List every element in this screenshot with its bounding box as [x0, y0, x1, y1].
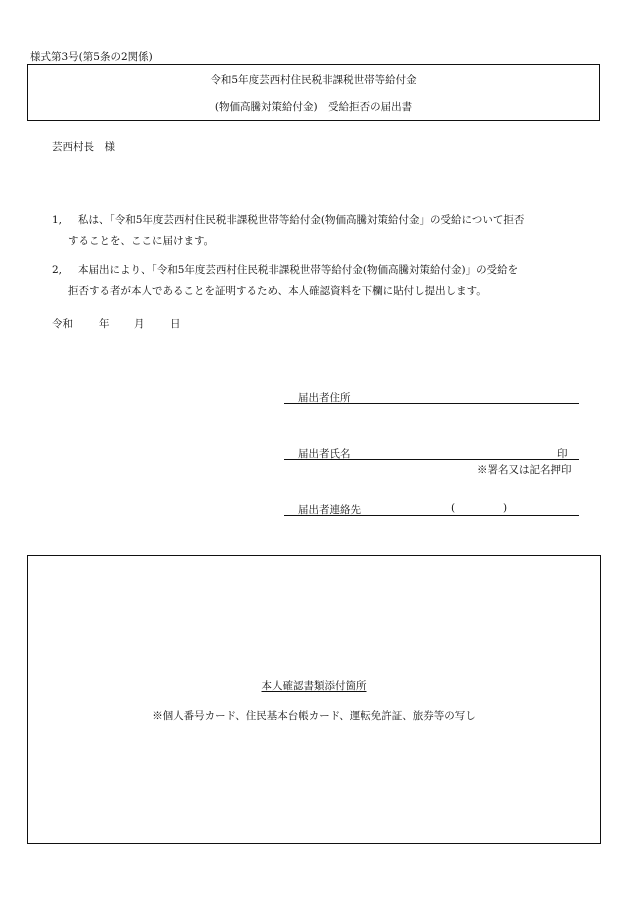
attachment-box: [27, 555, 601, 844]
seal-mark: 印: [557, 448, 568, 460]
contact-paren-close: ): [503, 502, 508, 514]
date-year: 年: [99, 318, 110, 330]
date-month: 月: [134, 318, 145, 330]
title-line-2: (物価高騰対策給付金) 受給拒否の届出書: [214, 101, 413, 113]
addressee: 芸西村長 様: [52, 141, 115, 153]
title-box: [27, 64, 600, 121]
paragraph-1-line-1: 私は、「令和5年度芸西村住民税非課税世帯等給付金(物価高騰対策給付金」の受給について拒否: [78, 214, 525, 226]
name-note: ※署名又は記名押印: [477, 464, 572, 476]
contact-label: 届出者連絡先: [298, 504, 361, 516]
paragraph-2-line-2: 拒否する者が本人であることを証明するため、本人確認資料を下欄に貼付し提出します。: [68, 285, 487, 297]
date-day: 日: [170, 318, 181, 330]
address-label: 届出者住所: [298, 392, 351, 404]
paragraph-2-number: 2,: [52, 264, 63, 276]
name-underline[interactable]: [284, 446, 579, 460]
paragraph-1-number: 1,: [52, 214, 63, 226]
attachment-note: ※個人番号カード、住民基本台帳カード、運転免許証、旅券等の写し: [152, 710, 476, 722]
address-underline[interactable]: [284, 390, 579, 404]
attachment-heading: 本人確認書類添付箇所: [261, 680, 367, 692]
contact-underline[interactable]: [284, 502, 579, 516]
paragraph-2: [52, 260, 592, 302]
name-label: 届出者氏名: [298, 448, 351, 460]
date-era: 令和: [52, 318, 73, 330]
form-number: 様式第3号(第5条の2関係): [30, 51, 153, 63]
contact-paren-open: (: [451, 502, 456, 514]
paragraph-2-line-1: 本届出により、「令和5年度芸西村住民税非課税世帯等給付金(物価高騰対策給付金)」の受給を: [78, 264, 519, 276]
paragraph-1: [52, 210, 592, 252]
paragraph-1-line-2: することを、ここに届けます。: [68, 235, 215, 247]
title-line-1: 令和5年度芸西村住民税非課税世帯等給付金: [210, 74, 417, 86]
